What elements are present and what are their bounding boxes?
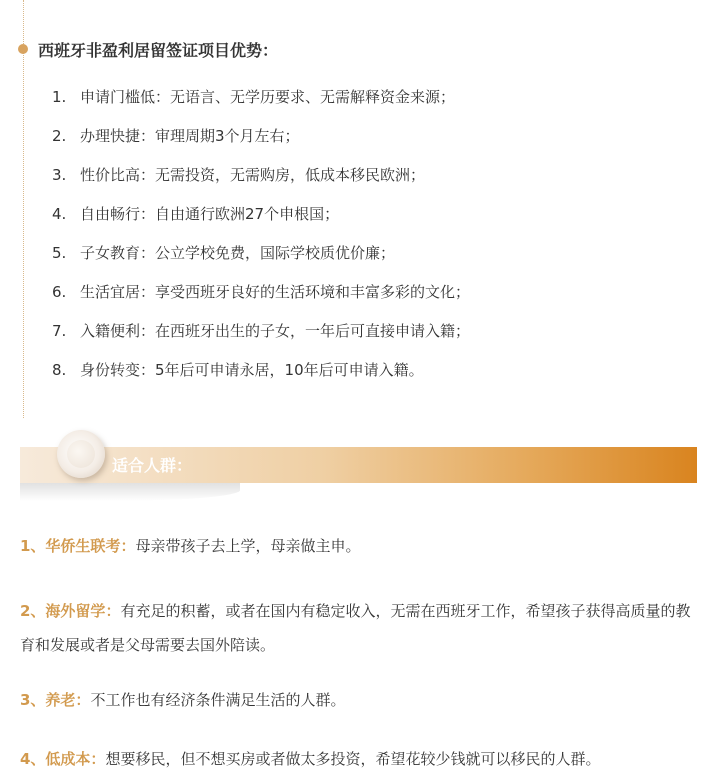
bullet-dot-icon [18,44,28,54]
list-item-text: 身份转变：5年后可申请永居，10年后可申请入籍。 [80,361,424,379]
group-text: 不工作也有经济条件满足生活的人群。 [90,691,346,709]
group-label: 1、华侨生联考： [20,537,136,555]
advantages-heading: 西班牙非盈利居留签证项目优势： [38,41,279,60]
dotted-timeline-rail [23,0,24,418]
list-item-text: 生活宜居：享受西班牙良好的生活环境和丰富多彩的文化； [80,283,471,301]
list-item-text: 办理快捷：审理周期3个月左右； [80,127,300,145]
list-item-text: 申请门槛低：无语言、无学历要求、无需解释资金来源； [80,88,456,106]
banner-shadow [20,483,240,501]
list-item-number: 4. [52,205,67,223]
group-text: 母亲带孩子去上学，母亲做主申。 [135,537,361,555]
ring-ornament-icon [57,430,105,478]
list-item-number: 8. [52,361,67,379]
group-item-2 [20,594,700,662]
ring-ornament-inner [67,440,95,468]
group-label: 2、海外留学： [20,602,121,620]
group-text: 有充足的积蓄，或者在国内有稳定收入，无需在西班牙工作，希望孩子获得高质量的教育和发展或者是父母需要去国外陪读。 [20,602,691,654]
group-item-1 [20,535,700,557]
list-item-number: 3. [52,166,67,184]
group-text: 想要移民，但不想买房或者做太多投资，希望花较少钱就可以移民的人群。 [105,750,601,768]
group-label: 3、养老： [20,691,91,709]
list-item-number: 7. [52,322,67,340]
list-item-number: 2. [52,127,67,145]
list-item-number: 1. [52,88,67,106]
group-item-4 [20,748,700,770]
list-item-number: 6. [52,283,67,301]
list-item-text: 入籍便利：在西班牙出生的子女，一年后可直接申请入籍； [80,322,471,340]
list-item-text: 自由畅行：自由通行欧洲27个申根国； [80,205,340,223]
list-item-number: 5. [52,244,67,262]
group-label: 4、低成本： [20,750,106,768]
banner-title: 适合人群： [112,456,193,475]
group-item-3 [20,689,700,711]
list-item-text: 子女教育：公立学校免费，国际学校质优价廉； [80,244,396,262]
list-item-text: 性价比高：无需投资，无需购房，低成本移民欧洲； [80,166,426,184]
